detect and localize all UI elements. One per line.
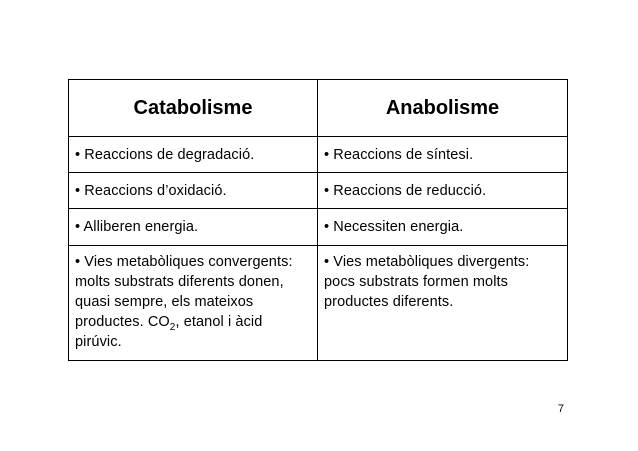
table-cell — [69, 173, 318, 209]
table-row — [69, 246, 568, 361]
table-cell — [69, 137, 318, 173]
table-row — [69, 137, 568, 173]
line-text: , etanol i àcid — [175, 314, 263, 330]
cell-text: • Necessiten energia. — [324, 219, 464, 235]
cell-line — [75, 312, 311, 332]
table-cell — [318, 137, 568, 173]
subscript: 2 — [169, 321, 176, 333]
cell-line: pirúvic. — [75, 334, 122, 350]
header-anabolisme: Anabolisme — [318, 80, 568, 137]
line-text: productes. CO — [75, 314, 170, 330]
table-cell — [69, 209, 318, 246]
cell-line: molts substrats diferents donen, — [75, 274, 284, 290]
table-cell — [69, 246, 318, 361]
cell-text — [318, 246, 567, 316]
cell-text: • Reaccions de reducció. — [324, 183, 487, 199]
cell-line: • Vies metabòliques convergents: — [75, 254, 293, 270]
table-cell — [318, 209, 568, 246]
cell-line: quasi sempre, els mateixos — [75, 294, 254, 310]
cell-line: productes diferents. — [324, 294, 454, 310]
comparison-table — [68, 79, 568, 361]
cell-line: • Vies metabòliques divergents: — [324, 254, 530, 270]
table-header-row — [69, 80, 568, 137]
table-row — [69, 209, 568, 246]
cell-text: • Reaccions de degradació. — [75, 147, 255, 163]
table-cell — [318, 246, 568, 361]
header-catabolisme: Catabolisme — [69, 80, 318, 137]
cell-text: • Reaccions de síntesi. — [324, 147, 474, 163]
cell-text: • Reaccions d’oxidació. — [75, 183, 227, 199]
page-number: 7 — [557, 403, 564, 415]
table-row — [69, 173, 568, 209]
table-cell — [318, 173, 568, 209]
cell-text — [69, 246, 317, 356]
cell-text: • Alliberen energia. — [75, 219, 199, 235]
cell-line: pocs substrats formen molts — [324, 274, 509, 290]
